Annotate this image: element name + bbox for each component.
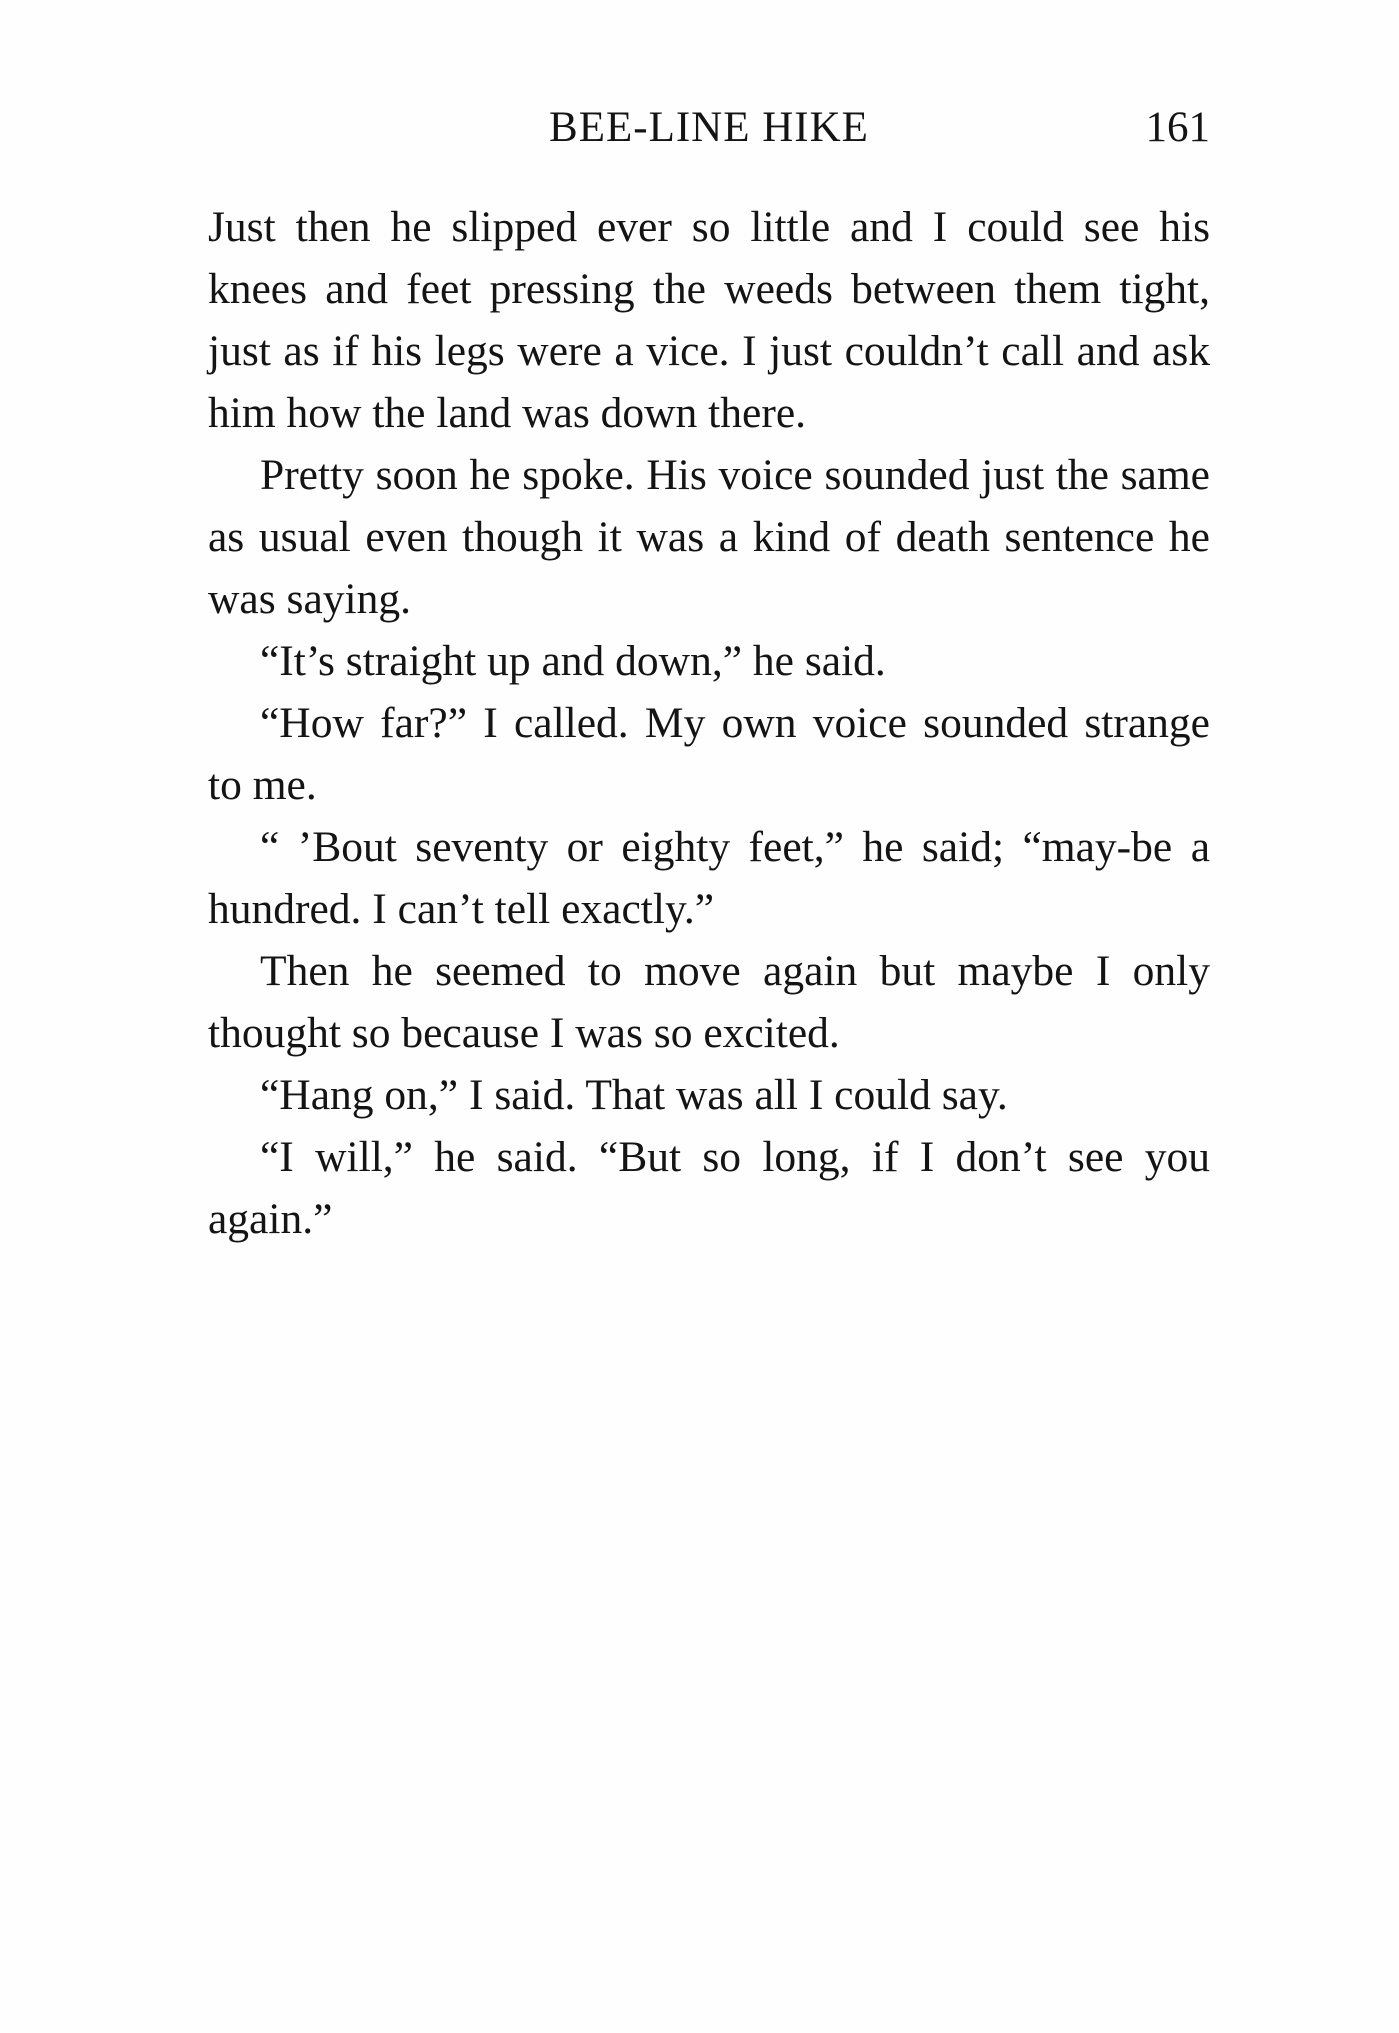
paragraph: “How far?” I called. My own voice sounded strange to me. (208, 699, 1210, 809)
paragraph: Pretty soon he spoke. His voice sounded just the same as usual even though it was a kind of death sentence he was saying. (208, 451, 1210, 623)
paragraph: “I will,” he said. “But so long, if I don’t see you again.” (208, 1133, 1210, 1243)
paragraph: “It’s straight up and down,” he said. (260, 637, 886, 685)
paragraph: “Hang on,” I said. That was all I could say. (260, 1071, 1008, 1119)
body-text (208, 196, 1210, 1250)
running-head (208, 98, 1210, 158)
running-title: BEE-LINE HIKE (549, 104, 869, 151)
paragraph: Then he seemed to move again but maybe I only thought so because I was so excited. (208, 947, 1210, 1057)
paragraph: Just then he slipped ever so little and I could see his knees and feet pressing the weeds between them tight, just as if his legs were a vice. I just couldn’t call and ask him how the land was down there. (208, 203, 1210, 437)
page-number: 161 (1145, 104, 1210, 151)
paragraph: “ ’Bout seventy or eighty feet,” he said; “may-be a hundred. I can’t tell exactly.” (208, 823, 1210, 933)
